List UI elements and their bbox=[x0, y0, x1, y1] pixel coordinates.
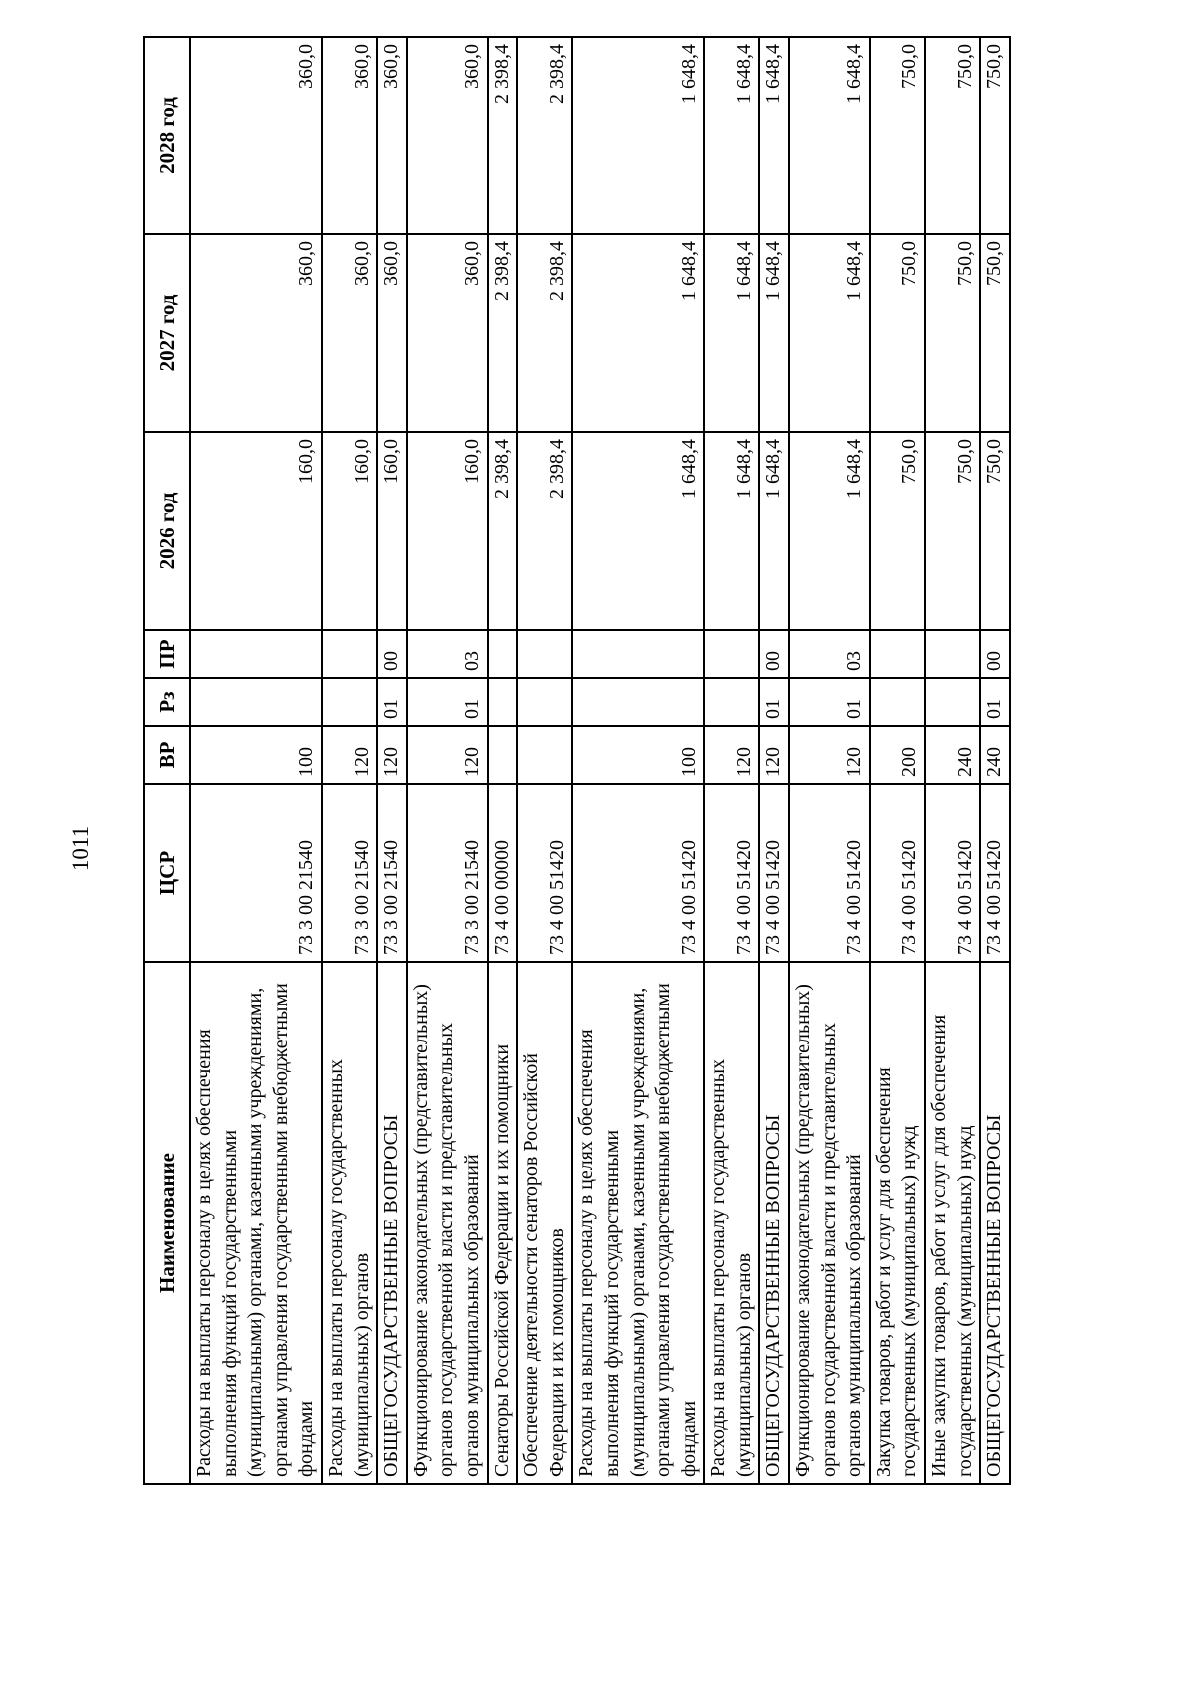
cell-csr: 73 4 00 51420 bbox=[704, 784, 759, 962]
cell-2027: 2 398,4 bbox=[488, 234, 518, 432]
cell-rz: 01 bbox=[789, 678, 870, 726]
col-header-pr: ПР bbox=[144, 630, 190, 678]
cell-csr: 73 4 00 00000 bbox=[488, 784, 518, 962]
cell-2026: 1 648,4 bbox=[759, 432, 789, 630]
cell-name: Сенаторы Российской Федерации и их помощники bbox=[488, 962, 518, 1484]
table-row bbox=[407, 37, 488, 1484]
cell-csr: 73 4 00 51420 bbox=[572, 784, 704, 962]
cell-name: Расходы на выплаты персоналу в целях обеспечения выполнения функций государственными (муниципальными) органами, казенными учреждениями, органами управления государственными внебюджетными фондами bbox=[190, 962, 322, 1484]
cell-2028: 1 648,4 bbox=[789, 37, 870, 234]
cell-rz bbox=[322, 678, 377, 726]
cell-pr: 00 bbox=[759, 630, 789, 678]
cell-rz bbox=[190, 678, 322, 726]
cell-rz: 01 bbox=[407, 678, 488, 726]
table-header-row bbox=[144, 37, 190, 1484]
cell-csr: 73 3 00 21540 bbox=[377, 784, 407, 962]
cell-csr: 73 4 00 51420 bbox=[980, 784, 1010, 962]
cell-pr: 00 bbox=[980, 630, 1010, 678]
cell-rz bbox=[925, 678, 980, 726]
cell-csr: 73 4 00 51420 bbox=[925, 784, 980, 962]
cell-pr bbox=[704, 630, 759, 678]
cell-2026: 750,0 bbox=[870, 432, 925, 630]
cell-2028: 1 648,4 bbox=[704, 37, 759, 234]
col-header-name: Наименование bbox=[144, 962, 190, 1484]
cell-pr bbox=[190, 630, 322, 678]
cell-2026: 160,0 bbox=[377, 432, 407, 630]
cell-rz: 01 bbox=[980, 678, 1010, 726]
cell-2027: 1 648,4 bbox=[572, 234, 704, 432]
cell-pr bbox=[322, 630, 377, 678]
table-row bbox=[980, 37, 1010, 1484]
cell-rz bbox=[870, 678, 925, 726]
cell-2028: 750,0 bbox=[980, 37, 1010, 234]
cell-rz bbox=[572, 678, 704, 726]
cell-2026: 160,0 bbox=[322, 432, 377, 630]
cell-rz bbox=[488, 678, 518, 726]
table-row bbox=[572, 37, 704, 1484]
cell-2027: 750,0 bbox=[870, 234, 925, 432]
cell-2027: 2 398,4 bbox=[517, 234, 572, 432]
table-row bbox=[789, 37, 870, 1484]
cell-vr: 240 bbox=[925, 726, 980, 784]
cell-2028: 360,0 bbox=[407, 37, 488, 234]
cell-csr: 73 3 00 21540 bbox=[407, 784, 488, 962]
cell-vr: 120 bbox=[759, 726, 789, 784]
cell-2026: 750,0 bbox=[925, 432, 980, 630]
cell-vr: 120 bbox=[407, 726, 488, 784]
cell-rz bbox=[517, 678, 572, 726]
cell-name: Расходы на выплаты персоналу в целях обеспечения выполнения функций государственными (муниципальными) органами, казенными учреждениями, органами управления государственными внебюджетными фондами bbox=[572, 962, 704, 1484]
budget-table bbox=[143, 36, 1011, 1485]
col-header-rz: Рз bbox=[144, 678, 190, 726]
cell-vr bbox=[488, 726, 518, 784]
cell-2028: 1 648,4 bbox=[759, 37, 789, 234]
cell-vr bbox=[517, 726, 572, 784]
cell-pr: 03 bbox=[789, 630, 870, 678]
cell-csr: 73 4 00 51420 bbox=[517, 784, 572, 962]
cell-pr bbox=[925, 630, 980, 678]
page-number: 1011 bbox=[68, 825, 93, 872]
cell-vr: 240 bbox=[980, 726, 1010, 784]
cell-2028: 2 398,4 bbox=[488, 37, 518, 234]
cell-pr: 00 bbox=[377, 630, 407, 678]
table-row bbox=[870, 37, 925, 1484]
cell-name: Функционирование законодательных (представительных) органов государственной власти и представительных органов муниципальных образований bbox=[789, 962, 870, 1484]
cell-2027: 360,0 bbox=[407, 234, 488, 432]
cell-rz: 01 bbox=[759, 678, 789, 726]
cell-pr bbox=[517, 630, 572, 678]
cell-rz: 01 bbox=[377, 678, 407, 726]
cell-csr: 73 3 00 21540 bbox=[190, 784, 322, 962]
col-header-2028: 2028 год bbox=[144, 37, 190, 234]
table-row bbox=[925, 37, 980, 1484]
cell-2026: 160,0 bbox=[190, 432, 322, 630]
cell-2027: 1 648,4 bbox=[759, 234, 789, 432]
cell-pr bbox=[488, 630, 518, 678]
cell-name: Иные закупки товаров, работ и услуг для обеспечения государственных (муниципальных) нужд bbox=[925, 962, 980, 1484]
cell-name: Обеспечение деятельности сенаторов Российской Федерации и их помощников bbox=[517, 962, 572, 1484]
cell-csr: 73 3 00 21540 bbox=[322, 784, 377, 962]
table-row bbox=[759, 37, 789, 1484]
cell-2026: 1 648,4 bbox=[704, 432, 759, 630]
col-header-vr: ВР bbox=[144, 726, 190, 784]
cell-2028: 1 648,4 bbox=[572, 37, 704, 234]
cell-2028: 2 398,4 bbox=[517, 37, 572, 234]
cell-2026: 1 648,4 bbox=[789, 432, 870, 630]
table-row bbox=[190, 37, 322, 1484]
cell-rz bbox=[704, 678, 759, 726]
cell-2026: 750,0 bbox=[980, 432, 1010, 630]
cell-pr bbox=[572, 630, 704, 678]
cell-csr: 73 4 00 51420 bbox=[759, 784, 789, 962]
cell-vr: 120 bbox=[322, 726, 377, 784]
table-row bbox=[322, 37, 377, 1484]
cell-vr: 200 bbox=[870, 726, 925, 784]
cell-2027: 750,0 bbox=[925, 234, 980, 432]
cell-2028: 750,0 bbox=[925, 37, 980, 234]
cell-2028: 360,0 bbox=[322, 37, 377, 234]
col-header-2027: 2027 год bbox=[144, 234, 190, 432]
cell-vr: 100 bbox=[572, 726, 704, 784]
cell-2027: 750,0 bbox=[980, 234, 1010, 432]
cell-name: ОБЩЕГОСУДАРСТВЕННЫЕ ВОПРОСЫ bbox=[377, 962, 407, 1484]
cell-2027: 360,0 bbox=[190, 234, 322, 432]
cell-name: Расходы на выплаты персоналу государственных (муниципальных) органов bbox=[704, 962, 759, 1484]
cell-2027: 360,0 bbox=[377, 234, 407, 432]
cell-name: ОБЩЕГОСУДАРСТВЕННЫЕ ВОПРОСЫ bbox=[759, 962, 789, 1484]
cell-2027: 1 648,4 bbox=[789, 234, 870, 432]
cell-vr: 120 bbox=[789, 726, 870, 784]
table-row bbox=[377, 37, 407, 1484]
cell-2026: 2 398,4 bbox=[517, 432, 572, 630]
cell-csr: 73 4 00 51420 bbox=[789, 784, 870, 962]
cell-name: ОБЩЕГОСУДАРСТВЕННЫЕ ВОПРОСЫ bbox=[980, 962, 1010, 1484]
cell-2027: 1 648,4 bbox=[704, 234, 759, 432]
cell-name: Расходы на выплаты персоналу государственных (муниципальных) органов bbox=[322, 962, 377, 1484]
cell-vr: 120 bbox=[377, 726, 407, 784]
cell-name: Функционирование законодательных (представительных) органов государственной власти и представительных органов муниципальных образований bbox=[407, 962, 488, 1484]
table-row bbox=[488, 37, 518, 1484]
cell-2026: 2 398,4 bbox=[488, 432, 518, 630]
cell-vr: 120 bbox=[704, 726, 759, 784]
cell-vr: 100 bbox=[190, 726, 322, 784]
cell-2027: 360,0 bbox=[322, 234, 377, 432]
table-row bbox=[517, 37, 572, 1484]
cell-pr bbox=[870, 630, 925, 678]
cell-2026: 160,0 bbox=[407, 432, 488, 630]
cell-2028: 360,0 bbox=[377, 37, 407, 234]
col-header-csr: ЦСР bbox=[144, 784, 190, 962]
cell-pr: 03 bbox=[407, 630, 488, 678]
cell-csr: 73 4 00 51420 bbox=[870, 784, 925, 962]
cell-name: Закупка товаров, работ и услуг для обеспечения государственных (муниципальных) нужд bbox=[870, 962, 925, 1484]
cell-2028: 750,0 bbox=[870, 37, 925, 234]
cell-2028: 360,0 bbox=[190, 37, 322, 234]
col-header-2026: 2026 год bbox=[144, 432, 190, 630]
cell-2026: 1 648,4 bbox=[572, 432, 704, 630]
table-row bbox=[704, 37, 759, 1484]
